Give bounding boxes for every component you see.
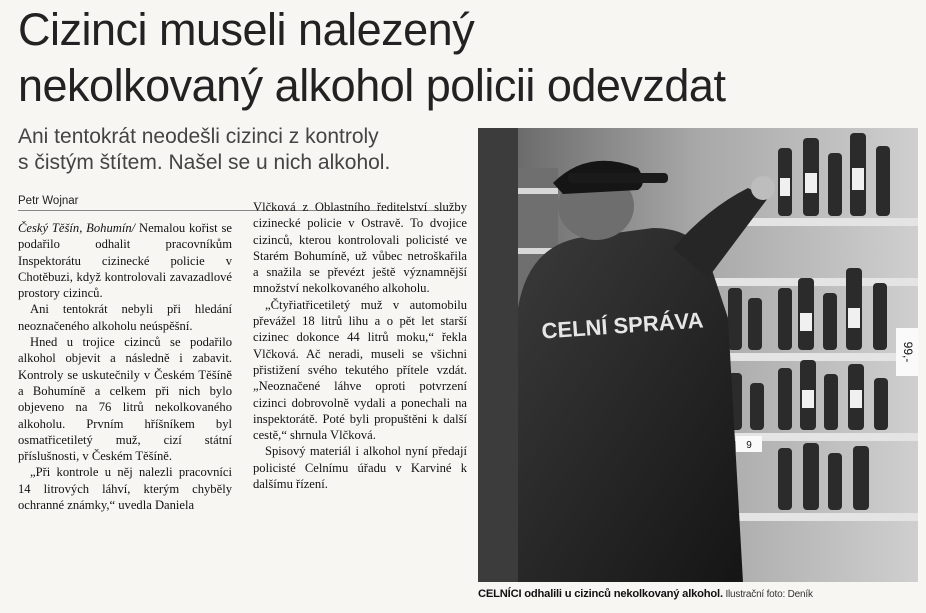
paragraph [18, 220, 232, 301]
headline-line: nekolkovaný alkohol policii odevzdat [18, 60, 726, 111]
paragraph: Ani tentokrát nebyli při hledání neoznačeného alkoholu neúspěšní. [18, 302, 232, 333]
paragraph: Vlčková z Oblastního ředitelství služby cizinecké policie v Ostravě. To dvojice cizinců, kterou kontrolovali policisté ve Starém Bohumíně, už vůbec netroškařila a snažila se převézt ještě významnější množství nekolkovaného alkoholu. [253, 200, 467, 296]
article-photo [478, 128, 918, 582]
headline [18, 2, 918, 114]
photo-illustration [478, 128, 918, 582]
article-column-1 [18, 220, 232, 513]
paragraph: Spisový materiál i alkohol nyní předají policisté Celnímu úřadu v Karviné k dalšímu řízení. [253, 444, 467, 492]
deck-line: s čistým štítem. Našel se u nich alkohol. [18, 151, 391, 174]
deck [18, 124, 458, 176]
caption-lead-word: CELNÍCI [478, 588, 522, 600]
price-tag: 9 [746, 440, 752, 451]
caption-text: odhalili u cizinců nekolkovaný alkohol. [521, 588, 723, 600]
caption-lead [478, 588, 723, 600]
jacket-lettering: CELNÍ SPRÁVA [540, 307, 705, 344]
paragraph-text: Nemalou kořist se podařilo odhalit pracovníkům Inspektorátu cizinecké policie v Chotěbuzi, když kontrolovali zavazadlové prostory cizinců. [18, 221, 233, 301]
dateline: Český Těšín, Bohumín/ [18, 221, 136, 235]
paragraph: „Čtyřiatřicetiletý muž v automobilu převážel 18 litrů lihu a o pět let starší cizinec dokonce 44 litrů moku,“ řekla Vlčková. Ač neradi, museli se všichni přistižení svého tekutého přítele vzdát. „Neoznačené láhve oproti potvrzení cizinci dobrovolně vydali a ponechali na inspektorátě. Poté byli propuštěni k další cestě,“ shrnula Vlčková. [253, 297, 467, 443]
headline-line: Cizinci museli nalezený [18, 4, 475, 55]
price-tag: 99,- [901, 341, 915, 363]
paragraph: Hned u trojice cizinců se podařilo alkohol objevit a následně i zabavit. Kontroly se uskutečnily v Českém Těšíně a Bohumíně a celkem při nich bylo objeveno na 76 litrů nekolkovaného alkoholu. Prvním hříšníkem byl osmatřicetiletý muž, cizí státní příslušnosti, v Českém Těšíně. [18, 335, 232, 464]
article-column-2 [253, 199, 467, 492]
author-byline: Petr Wojnar [18, 195, 79, 207]
photo-caption [478, 588, 918, 600]
deck-line: Ani tentokrát neodešli cizinci z kontroly [18, 125, 379, 148]
photo-credit: Ilustrační foto: Deník [722, 589, 813, 600]
paragraph: „Při kontrole u něj nalezli pracovníci 14 litrových láhví, kterým chyběly ochranné známky,“ uvedla Daniela [18, 465, 232, 513]
